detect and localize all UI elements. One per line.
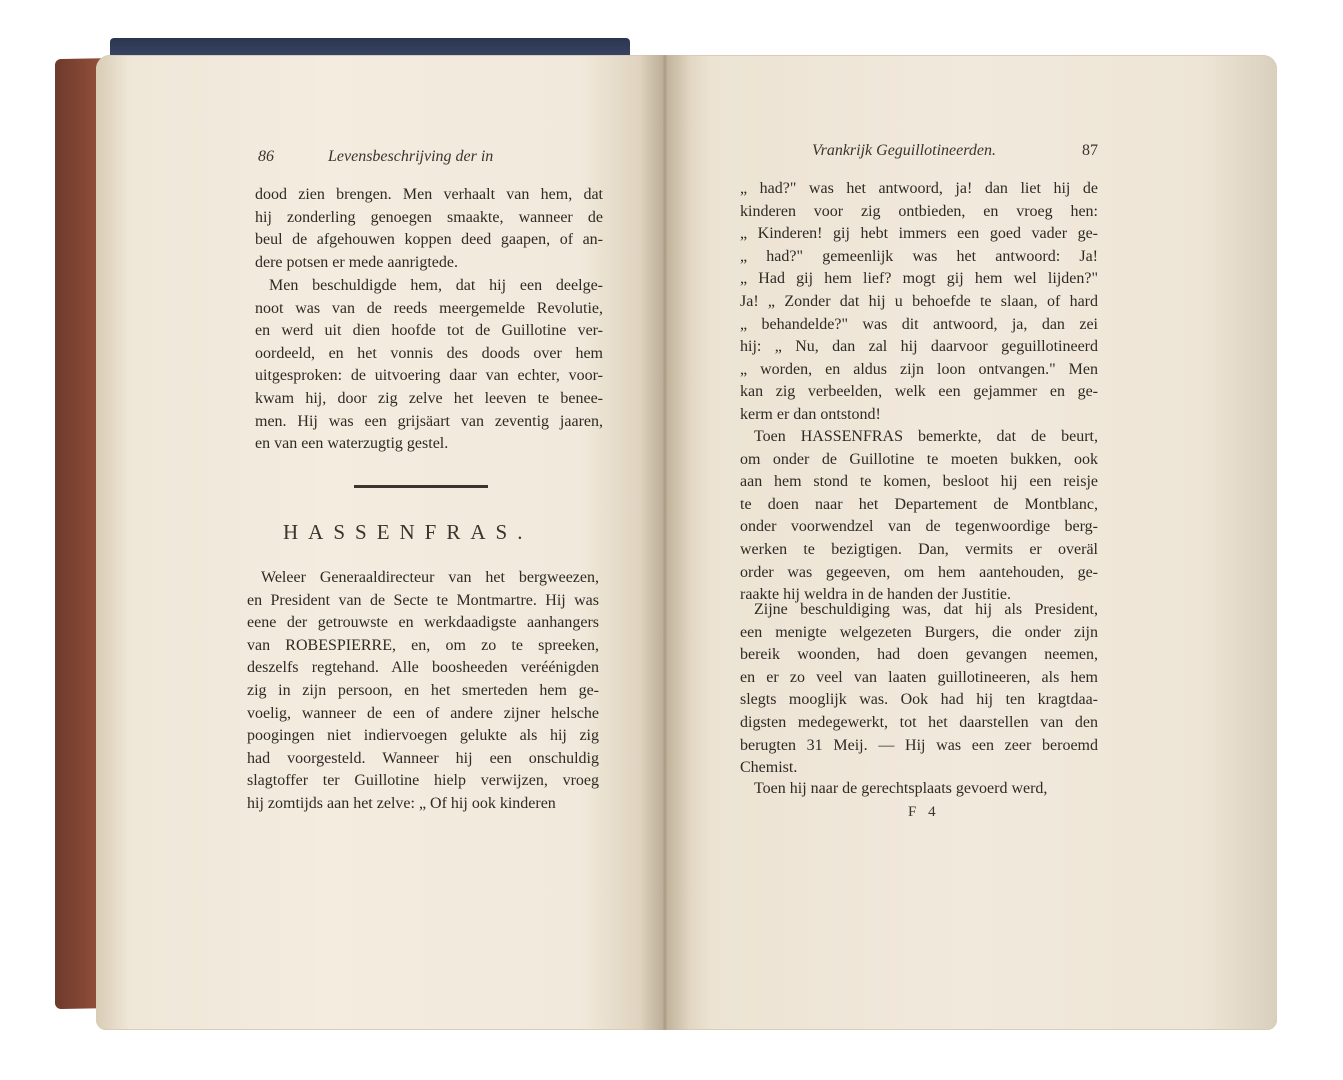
text-line: zig in zijn persoon, en het smerteden hem ge- (247, 681, 599, 699)
text-line: aan hem stond te komen, besloot hij een reisje (740, 473, 1098, 491)
left-page-number: 86 (258, 148, 274, 165)
text-line: uitgesproken: de uitvoering daar van echter, voor- (255, 367, 603, 385)
text-line: bereik woonden, had doen gevangen neemen, (740, 646, 1098, 664)
text-line: Toen hij naar de gerechtsplaats gevoerd werd, (754, 780, 1048, 797)
text-line: kan zig verbeelden, welk een gejammer en ge- (740, 383, 1098, 401)
right-paragraph-4 (740, 778, 1098, 801)
right-paragraph-2 (740, 426, 1098, 607)
text-line: hij zonderling genoegen smaakte, wanneer de (255, 208, 603, 226)
section-divider-rule (354, 485, 488, 488)
left-paragraph-1 (255, 184, 603, 274)
text-line: voelig, wanneer de een of andere zijner helsche (247, 704, 599, 722)
left-running-head (258, 148, 558, 166)
text-line: en werd uit dien hoofde tot de Guillotine ver- (255, 322, 603, 340)
text-line: „ Kinderen! gij hebt immers een goed vader ge- (740, 225, 1098, 243)
right-paragraph-1 (740, 178, 1098, 427)
text-line: kwam hij, door zig zelve het leeven te benee- (255, 389, 603, 407)
text-line: en er zo veel van laaten guillotineeren, als hem (740, 668, 1098, 686)
text-line: te doen naar het Departement de Montblanc, (740, 495, 1098, 513)
right-page-number: 87 (1082, 142, 1098, 159)
text-line: werken te bezigtigen. Dan, vermits er overäl (740, 540, 1098, 558)
text-line: raakte hij weldra in de handen der Justitie. (740, 586, 1012, 604)
text-line: „ had?" was het antwoord, ja! dan liet hij de (740, 180, 1098, 197)
text-line: Weleer Generaaldirecteur van het bergweezen, (261, 569, 599, 586)
text-line: deszelfs regtehand. Alle boosheeden veréénigden (247, 659, 599, 677)
text-line: eene der getrouwste en werkdaadigste aanhangers (247, 614, 599, 632)
right-running-head (812, 142, 1102, 160)
text-line: beul de afgehouwen koppen deed gaapen, of an- (255, 231, 603, 249)
text-line: „ worden, en aldus zijn loon ontvangen." Men (740, 360, 1098, 378)
signature-mark: F 4 (908, 804, 940, 820)
text-line: en President van de Secte te Montmartre. Hij was (247, 591, 599, 609)
text-line: „ had?" gemeenlijk was het antwoord: Ja! (740, 247, 1098, 265)
text-line: had voorgesteld. Wanneer hij een onschuldig (247, 749, 599, 767)
text-line: om onder de Guillotine te moeten bukken, ook (740, 450, 1098, 468)
text-line: kinderen voor zig ontbieden, en vroeg hen: (740, 202, 1098, 220)
text-line: „ Had gij hem lief? mogt gij hem wel lijden?" (740, 270, 1098, 288)
text-line: van ROBESPIERRE, en, om zo te spreeken, (247, 636, 599, 654)
text-line: digsten medegewerkt, tot het daarstellen van den (740, 713, 1098, 731)
text-line: „ behandelde?" was dit antwoord, ja, dan zei (740, 315, 1098, 333)
text-line: onder voorwendzel van de tegenwoordige berg- (740, 518, 1098, 536)
text-line: slegts mooglijk was. Ook had hij ten kragtdaa- (740, 691, 1098, 709)
text-line: Toen HASSENFRAS bemerkte, dat de beurt, (754, 428, 1098, 445)
text-line: Chemist. (740, 759, 798, 777)
text-line: order was gegeeven, om hem aantehouden, ge- (740, 563, 1098, 581)
left-paragraph-3 (247, 567, 599, 816)
text-line: men. Hij was een grijsäart van zeventig jaaren, (255, 412, 603, 430)
text-line: een menigte welgezeten Burgers, die onder zijn (740, 623, 1098, 641)
left-paragraph-2 (255, 275, 603, 456)
section-title: HASSENFRAS. (283, 520, 533, 544)
left-running-head-text: Levensbeschrijving der in (328, 148, 494, 165)
right-paragraph-3 (740, 599, 1098, 780)
text-line: dood zien brengen. Men verhaalt van hem, dat (255, 186, 603, 203)
right-running-head-text: Vrankrijk Geguillotineerden. (812, 142, 996, 159)
text-line: Ja! „ Zonder dat hij u behoefde te slaan, of hard (740, 292, 1098, 310)
text-line: berugten 31 Meij. — Hij was een zeer beroemd (740, 736, 1098, 754)
text-line: dere potsen er mede aanrigtede. (255, 253, 459, 271)
text-line: hij: „ Nu, dan zal hij daarvoor geguillotineerd (740, 338, 1098, 356)
text-line: poogingen niet indiervoegen gelukte als hij zig (247, 727, 599, 745)
text-line: noot was van de reeds meergemelde Revolutie, (255, 299, 603, 317)
text-line: Men beschuldigde hem, dat hij een deelge- (269, 277, 603, 294)
text-line: Zijne beschuldiging was, dat hij als President, (754, 601, 1098, 618)
text-line: slagtoffer ter Guillotine hielp verwijzen, vroeg (247, 772, 599, 790)
text-line: hij zomtijds aan het zelve: „ Of hij ook kinderen (247, 794, 556, 812)
text-line: oordeeld, en het vonnis des doods over hem (255, 344, 603, 362)
text-line: kerm er dan ontstond! (740, 405, 881, 423)
book-gutter (640, 55, 690, 1030)
text-line: en van een waterzugtig gestel. (255, 435, 449, 453)
